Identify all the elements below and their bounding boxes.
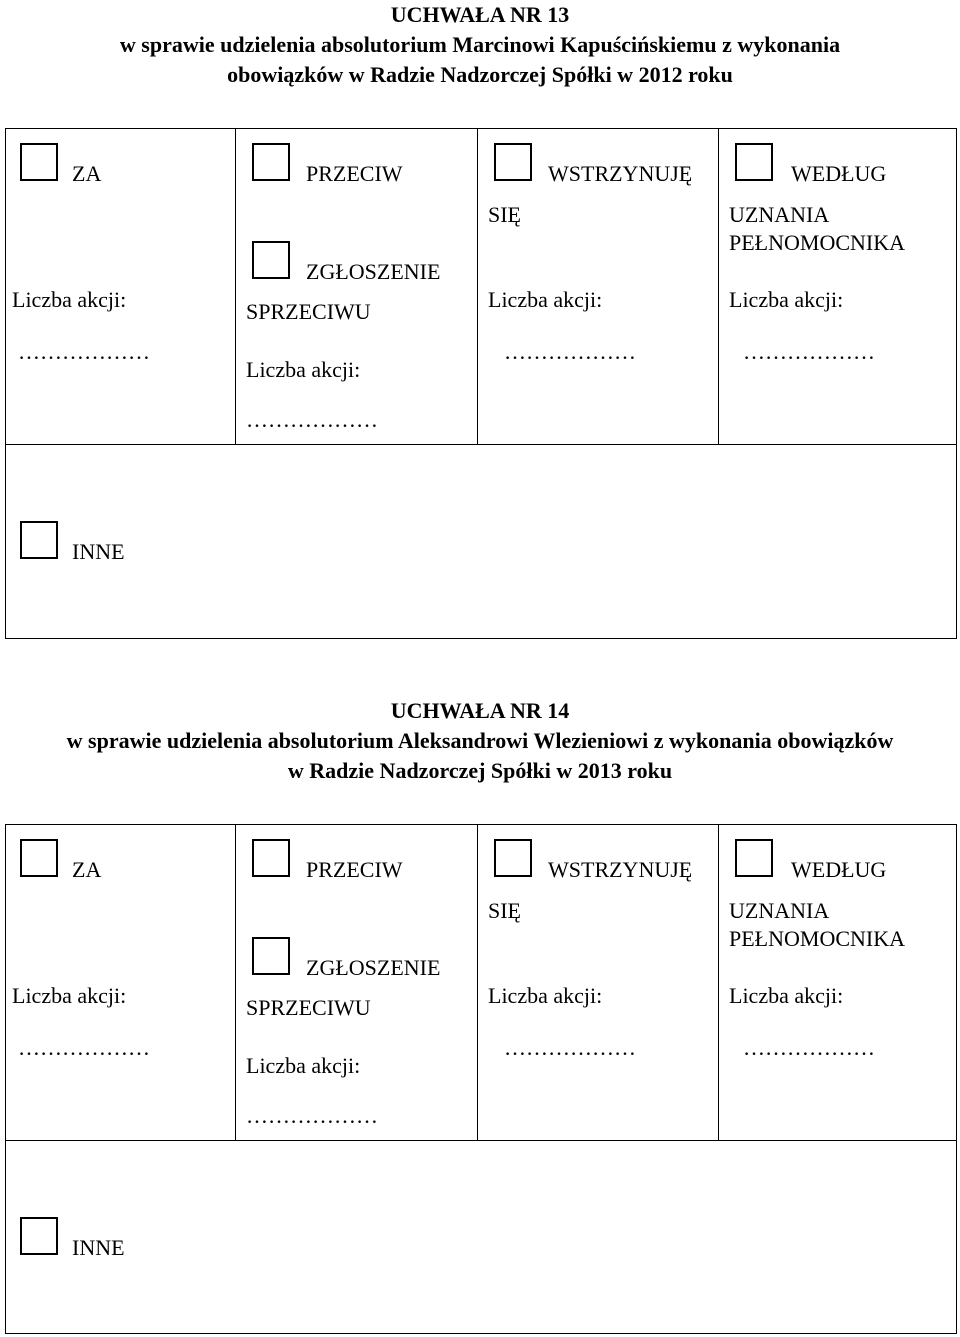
inne-label: INNE	[72, 539, 125, 564]
option-za	[6, 129, 236, 444]
przeciw-label: PRZECIW	[306, 161, 403, 186]
resolution-subject-line-1: w sprawie udzielenia absolutorium Marcinowi Kapuścińskiemu z wykonania	[119, 32, 841, 57]
przeciw-shares-field[interactable]: ………………	[246, 1103, 378, 1128]
resolution-14	[0, 696, 960, 1260]
wedlug-uznania-checkbox[interactable]	[735, 839, 773, 877]
przeciw-shares-label: Liczba akcji:	[246, 1053, 361, 1078]
vote-table	[5, 128, 957, 639]
zgloszenie-sprzeciwu-checkbox[interactable]	[252, 937, 290, 975]
resolution-heading	[0, 0, 960, 90]
za-label: ZA	[72, 161, 102, 186]
za-checkbox[interactable]	[20, 839, 58, 877]
wedlug-label: WEDŁUG	[791, 857, 887, 882]
wstrzymuje-checkbox[interactable]	[494, 143, 532, 181]
pelnomocnika-label: PEŁNOMOCNIKA	[729, 926, 905, 951]
wstrzymuje-shares-field[interactable]: ………………	[504, 1035, 636, 1060]
zgloszenie-sprzeciwu-checkbox[interactable]	[252, 241, 290, 279]
vote-table	[5, 824, 957, 1334]
wstrzymuje-shares-label: Liczba akcji:	[488, 287, 603, 312]
resolution-13	[0, 0, 960, 564]
inne-checkbox[interactable]	[20, 521, 58, 559]
wstrzymuje-checkbox[interactable]	[494, 839, 532, 877]
przeciw-label: PRZECIW	[306, 857, 403, 882]
przeciw-checkbox[interactable]	[252, 143, 290, 181]
sprzeciwu-label: SPRZECIWU	[246, 299, 371, 324]
uznania-label: UZNANIA	[729, 202, 830, 227]
za-shares-field[interactable]: ………………	[18, 339, 150, 364]
option-wstrzymuje	[478, 129, 719, 444]
option-przeciw	[236, 825, 478, 1140]
option-inne	[6, 445, 956, 638]
wstrzymuje-label: WSTRZYNUJĘ	[548, 857, 693, 882]
resolution-subject-line-2: w Radzie Nadzorczej Spółki w 2013 roku	[287, 758, 673, 783]
pelnomocnika-label: PEŁNOMOCNIKA	[729, 230, 905, 255]
wstrzymuje-shares-label: Liczba akcji:	[488, 983, 603, 1008]
przeciw-checkbox[interactable]	[252, 839, 290, 877]
resolution-subject-line-2: obowiązków w Radzie Nadzorczej Spółki w 2012 roku	[227, 62, 733, 87]
wedlug-shares-label: Liczba akcji:	[729, 983, 844, 1008]
wedlug-shares-field[interactable]: ………………	[743, 1035, 875, 1060]
option-wstrzymuje	[478, 825, 719, 1140]
za-checkbox[interactable]	[20, 143, 58, 181]
zgloszenie-label: ZGŁOSZENIE	[306, 955, 441, 980]
wedlug-shares-field[interactable]: ………………	[743, 339, 875, 364]
uznania-label: UZNANIA	[729, 898, 830, 923]
wstrzymuje-label: WSTRZYNUJĘ	[548, 161, 693, 186]
wstrzymuje-shares-field[interactable]: ………………	[504, 339, 636, 364]
wedlug-uznania-checkbox[interactable]	[735, 143, 773, 181]
za-shares-field[interactable]: ………………	[18, 1035, 150, 1060]
vote-options-row	[6, 825, 956, 1141]
sie-label: SIĘ	[488, 898, 521, 923]
sprzeciwu-label: SPRZECIWU	[246, 995, 371, 1020]
za-label: ZA	[72, 857, 102, 882]
option-przeciw	[236, 129, 478, 444]
przeciw-shares-field[interactable]: ………………	[246, 407, 378, 432]
przeciw-shares-label: Liczba akcji:	[246, 357, 361, 382]
option-wedlug-uznania	[719, 129, 956, 444]
wedlug-label: WEDŁUG	[791, 161, 887, 186]
sie-label: SIĘ	[488, 202, 521, 227]
wedlug-shares-label: Liczba akcji:	[729, 287, 844, 312]
inne-checkbox[interactable]	[20, 1217, 58, 1255]
resolution-title: UCHWAŁA NR 14	[390, 698, 570, 723]
za-shares-label: Liczba akcji:	[12, 983, 127, 1008]
option-wedlug-uznania	[719, 825, 956, 1140]
vote-options-row	[6, 129, 956, 445]
option-inne	[6, 1141, 956, 1334]
resolution-title: UCHWAŁA NR 13	[390, 2, 570, 27]
option-za	[6, 825, 236, 1140]
inne-label: INNE	[72, 1235, 125, 1260]
za-shares-label: Liczba akcji:	[12, 287, 127, 312]
resolution-heading	[0, 696, 960, 786]
resolution-subject-line-1: w sprawie udzielenia absolutorium Aleksandrowi Wlezieniowi z wykonania obowiązków	[66, 728, 894, 753]
zgloszenie-label: ZGŁOSZENIE	[306, 259, 441, 284]
